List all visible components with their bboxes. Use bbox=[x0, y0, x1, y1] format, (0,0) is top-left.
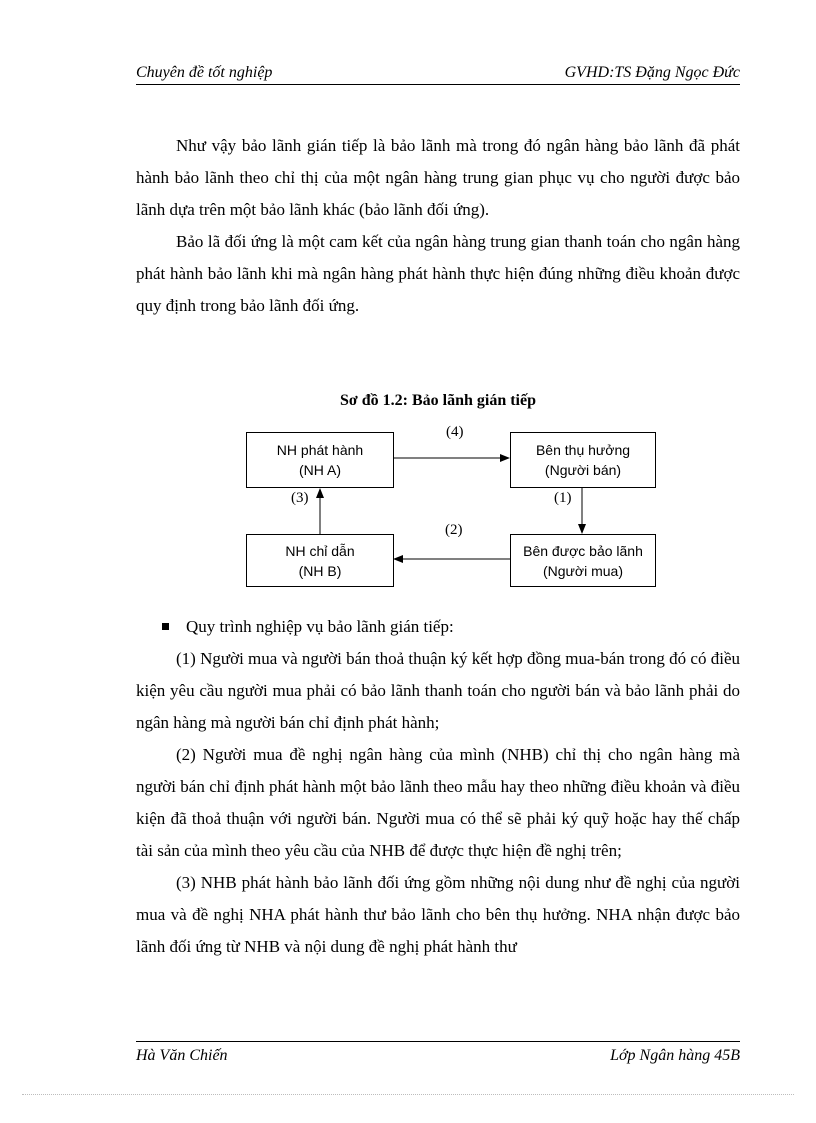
process-step-3: (3) NHB phát hành bảo lãnh đối ứng gồm những nội dung như đề nghị của người mua và đề nghị NHA phát hành thư bảo lãnh cho bên thụ hưởng. NHA nhận được bảo lãnh đối ứng từ NHB và nội dung đề nghị phát hành thư bbox=[136, 873, 740, 956]
box-instructing-bank bbox=[246, 534, 394, 587]
footer-author: Hà Văn Chiến bbox=[136, 1047, 228, 1064]
label-step-3: (3) bbox=[291, 490, 309, 506]
label-step-2: (2) bbox=[445, 522, 463, 538]
box-beneficiary bbox=[510, 432, 656, 488]
page-footer bbox=[136, 1041, 740, 1066]
box-applicant-line1: Bên được bảo lãnh bbox=[523, 542, 643, 559]
intro-text bbox=[136, 130, 740, 322]
box-instructing-bank-line2: (NH B) bbox=[298, 562, 342, 579]
box-issuing-bank bbox=[246, 432, 394, 488]
label-step-1: (1) bbox=[554, 490, 572, 506]
process-step-2: (2) Người mua đề nghị ngân hàng của mình (NHB) chỉ thị cho ngân hàng mà người bán chỉ định phát hành một bảo lãnh theo mẫu hay theo những điều khoản và điều kiện đã thoả thuận với người bán. Người mua có thể sẽ phải ký quỹ hoặc hay thế chấp tài sản của mình theo yêu cầu của NHB để được thực hiện đề nghị trên; bbox=[136, 745, 740, 860]
intro-paragraph-2: Bảo lã đối ứng là một cam kết của ngân hàng trung gian thanh toán cho ngân hàng phát hành bảo lãnh khi mà ngân hàng phát hành thực hiện đúng những điều khoản được quy định trong bảo lãnh đối ứng. bbox=[136, 232, 740, 315]
box-applicant bbox=[510, 534, 656, 587]
header-thesis-title: Chuyên đề tốt nghiệp bbox=[136, 64, 273, 81]
footer-class: Lớp Ngân hàng 45B bbox=[610, 1047, 740, 1064]
diagram-title: Sơ đồ 1.2: Bảo lãnh gián tiếp bbox=[339, 392, 536, 409]
box-issuing-bank-line2: (NH A) bbox=[299, 462, 341, 478]
header-supervisor: GVHD:TS Đặng Ngọc Đức bbox=[564, 64, 740, 81]
page-bottom-divider bbox=[22, 1094, 794, 1095]
box-issuing-bank-line1: NH phát hành bbox=[276, 442, 364, 458]
page-header bbox=[136, 62, 740, 85]
box-beneficiary-line2: (Người bán) bbox=[544, 462, 622, 478]
box-applicant-line2: (Người mua) bbox=[542, 562, 623, 579]
bullet-square-icon bbox=[162, 623, 169, 630]
intro-paragraph-1: Như vậy bảo lãnh gián tiếp là bảo lãnh mà trong đó ngân hàng bảo lãnh đã phát hành bảo lãnh theo chỉ thị của một ngân hàng trung gian phục vụ cho người được bảo lãnh dựa trên một bảo lãnh khác (bảo lãnh đối ứng). bbox=[136, 136, 740, 219]
process-heading: Quy trình nghiệp vụ bảo lãnh gián tiếp: bbox=[186, 617, 454, 636]
process-heading-line bbox=[136, 611, 740, 643]
process-step-1: (1) Người mua và người bán thoả thuận ký kết hợp đồng mua-bán trong đó có điều kiện yêu cầu người mua phải có bảo lãnh thanh toán cho người bán và bảo lãnh phải do ngân hàng mà người bán chỉ định phát hành; bbox=[136, 649, 740, 732]
box-instructing-bank-line1: NH chỉ dẫn bbox=[285, 542, 355, 559]
label-step-4: (4) bbox=[446, 424, 464, 440]
process-text bbox=[136, 611, 740, 963]
box-beneficiary-line1: Bên thụ hưởng bbox=[535, 442, 631, 458]
